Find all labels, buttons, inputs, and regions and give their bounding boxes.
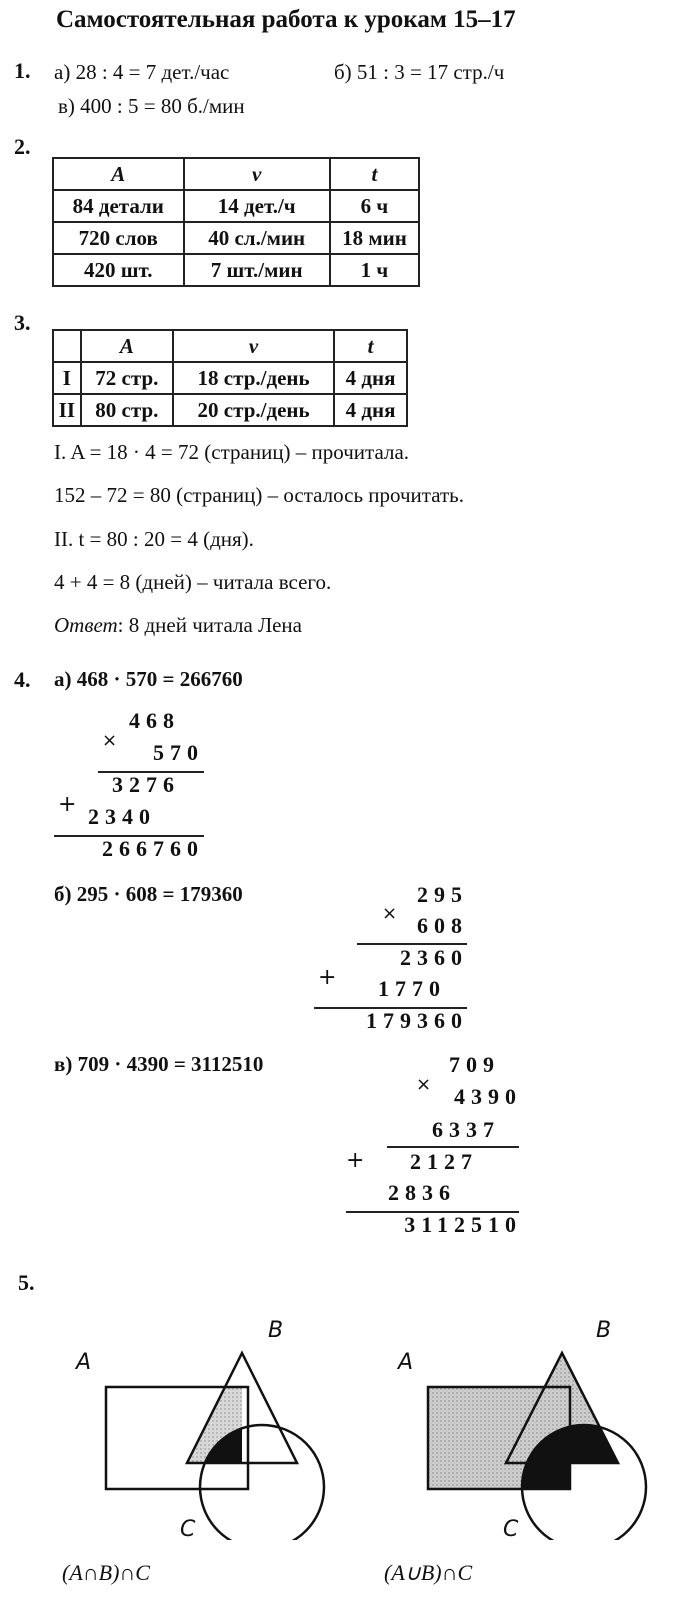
task-3-line-3: II. t = 80 : 20 = 4 (дня). (54, 527, 254, 551)
task-3-line-2: 152 – 72 = 80 (страниц) – осталось прочитать. (54, 483, 465, 507)
header-cell: t (334, 330, 407, 362)
venn-diagram-intersection (60, 1300, 340, 1540)
table-row (53, 394, 407, 426)
partial-product-3: 2836 (388, 1180, 456, 1205)
table-cell: 84 детали (53, 190, 184, 222)
task-3-answer (54, 613, 302, 638)
table-cell: 1 ч (330, 254, 419, 286)
product-result: 266760 (102, 836, 204, 861)
table-row (53, 254, 419, 286)
partial-product-1: 2360 (400, 945, 468, 970)
table-cell: I (53, 362, 81, 394)
partial-product-2: 1770 (378, 976, 446, 1001)
factor-2: 608 (417, 913, 468, 938)
product-result: 179360 (366, 1008, 468, 1033)
table-row (53, 190, 419, 222)
factor-2: 570 (153, 740, 204, 765)
task-3-line-1: I. A = 18 · 4 = 72 (страниц) – прочитала. (54, 440, 410, 464)
table-cell: 20 стр./день (173, 394, 334, 426)
venn-caption-1: (A∩B)∩C (62, 1560, 150, 1585)
header-cell (53, 330, 81, 362)
partial-product-2: 2127 (410, 1149, 478, 1174)
table-cell: 4 дня (334, 394, 407, 426)
table-cell: 6 ч (330, 190, 419, 222)
table-cell: 420 шт. (53, 254, 184, 286)
table-cell: 40 сл./мин (184, 222, 330, 254)
task-2-number: 2. (14, 134, 31, 159)
table-cell: 7 шт./мин (184, 254, 330, 286)
set-a-label: A (76, 1350, 92, 1375)
factor-1: 295 (417, 882, 468, 907)
table-cell: 80 стр. (81, 394, 173, 426)
task-3-line-4: 4 + 4 = 8 (дней) – читала всего. (54, 570, 332, 594)
factor-2: 4390 (454, 1084, 522, 1109)
times-sign: × (102, 730, 118, 751)
divider-line (387, 1146, 519, 1148)
product-result: 3112510 (404, 1212, 522, 1237)
table-row (53, 362, 407, 394)
factor-1: 468 (129, 708, 180, 733)
header-cell: v (173, 330, 334, 362)
task-4-b-label: б) 295 · 608 = 179360 (54, 882, 243, 906)
table-cell: 4 дня (334, 362, 407, 394)
table-row (53, 222, 419, 254)
table-header-row (53, 330, 407, 362)
set-a-label: A (398, 1350, 414, 1375)
partial-product-1: 3276 (112, 772, 180, 797)
plus-sign: + (318, 965, 337, 990)
venn-diagram-union (380, 1300, 680, 1540)
task-1-v: в) 400 : 5 = 80 б./мин (58, 94, 245, 118)
task-1-b: б) 51 : 3 = 17 стр./ч (334, 60, 505, 84)
task-5-number: 5. (18, 1270, 35, 1295)
table-cell: 720 слов (53, 222, 184, 254)
partial-product-1: 6337 (432, 1117, 500, 1142)
header-cell: A (81, 330, 173, 362)
partial-product-2: 2340 (88, 804, 156, 829)
set-c-label: C (503, 1517, 519, 1542)
answer-text: : 8 дней читала Лена (117, 613, 302, 637)
table-cell: 18 стр./день (173, 362, 334, 394)
table-cell: 18 мин (330, 222, 419, 254)
header-cell: v (184, 158, 330, 190)
times-sign: × (382, 903, 398, 924)
set-b-label: B (268, 1318, 284, 1343)
task-1-number: 1. (14, 58, 31, 83)
factor-1: 709 (449, 1052, 500, 1077)
page-title: Самостоятельная работа к урокам 15–17 (56, 6, 516, 33)
table-cell: II (53, 394, 81, 426)
set-b-label: B (596, 1318, 612, 1343)
task-4-v-label: в) 709 · 4390 = 3112510 (54, 1052, 264, 1076)
task-2-table (52, 157, 420, 287)
answer-label: Ответ (54, 613, 118, 637)
plus-sign: + (346, 1148, 365, 1173)
plus-sign: + (58, 792, 77, 817)
header-cell: t (330, 158, 419, 190)
table-cell: 72 стр. (81, 362, 173, 394)
times-sign: × (416, 1074, 432, 1095)
task-1-a: а) 28 : 4 = 7 дет./час (54, 60, 230, 84)
header-cell: A (53, 158, 184, 190)
set-c-label: C (180, 1517, 196, 1542)
task-3-table (52, 329, 408, 427)
task-4-number: 4. (14, 667, 31, 692)
table-header-row (53, 158, 419, 190)
task-4-a-label: а) 468 · 570 = 266760 (54, 667, 243, 691)
table-cell: 14 дет./ч (184, 190, 330, 222)
venn-caption-2: (A∪B)∩C (384, 1560, 473, 1585)
task-3-number: 3. (14, 310, 31, 335)
